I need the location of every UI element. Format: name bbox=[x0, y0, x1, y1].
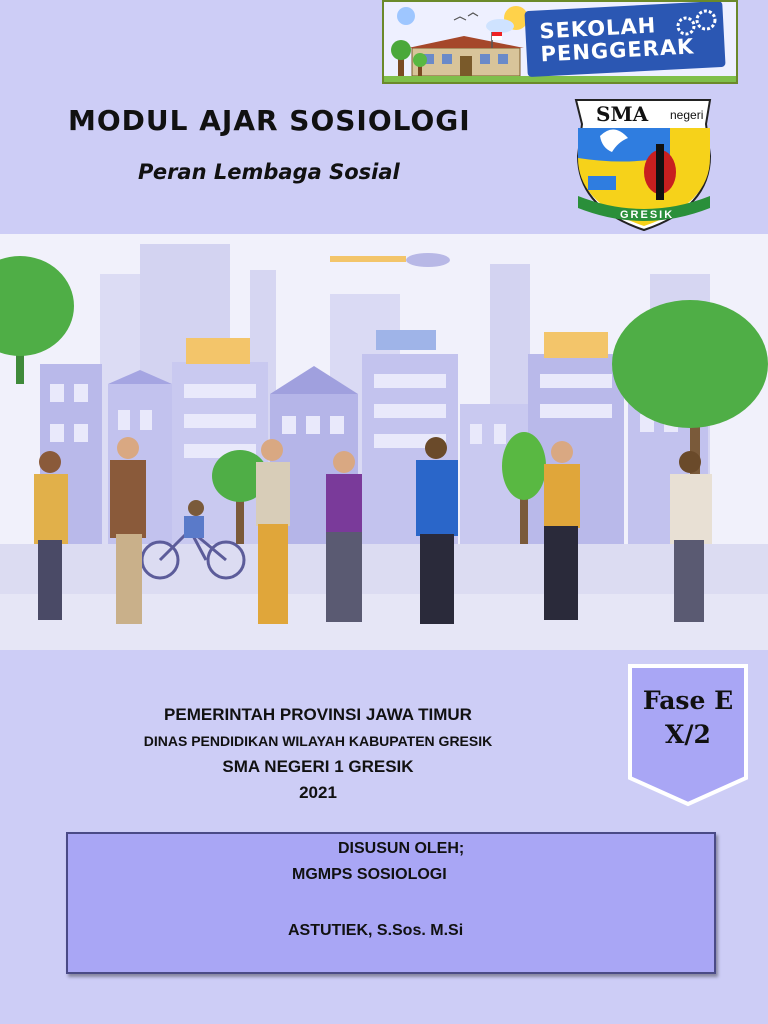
emblem-gresik-text: GRESIK bbox=[620, 209, 675, 221]
module-title: MODUL AJAR SOSIOLOGI bbox=[68, 104, 471, 137]
institution-line-2: DINAS PENDIDIKAN WILAYAH KABUPATEN GRESIK bbox=[143, 733, 493, 749]
gear-icon bbox=[672, 6, 722, 46]
institution-line-3: SMA NEGERI 1 GRESIK bbox=[222, 757, 414, 776]
sekolah-penggerak-banner bbox=[382, 0, 738, 84]
module-subtitle: Peran Lembaga Sosial bbox=[138, 160, 400, 184]
emblem-negeri-text: negeri bbox=[670, 108, 704, 122]
author-heading: DISUSUN OLEH; bbox=[338, 840, 465, 857]
fase-badge-text bbox=[626, 684, 750, 752]
fase-label: Fase E bbox=[642, 686, 734, 715]
author-group: MGMPS SOSIOLOGI bbox=[292, 866, 447, 883]
emblem-sma-text: SMA bbox=[596, 102, 649, 126]
city-people-illustration bbox=[0, 234, 768, 650]
fase-class: X/2 bbox=[665, 720, 711, 749]
institution-line-1: PEMERINTAH PROVINSI JAWA TIMUR bbox=[164, 705, 472, 724]
institution-block bbox=[0, 702, 636, 806]
author-name: ASTUTIEK, S.Sos. M.Si bbox=[288, 922, 464, 939]
banner-line-2: PENGGERAK bbox=[540, 34, 695, 67]
institution-year: 2021 bbox=[299, 783, 337, 802]
school-emblem-icon bbox=[570, 96, 716, 234]
author-box bbox=[66, 832, 716, 974]
banner-line-1: SEKOLAH bbox=[538, 13, 657, 44]
